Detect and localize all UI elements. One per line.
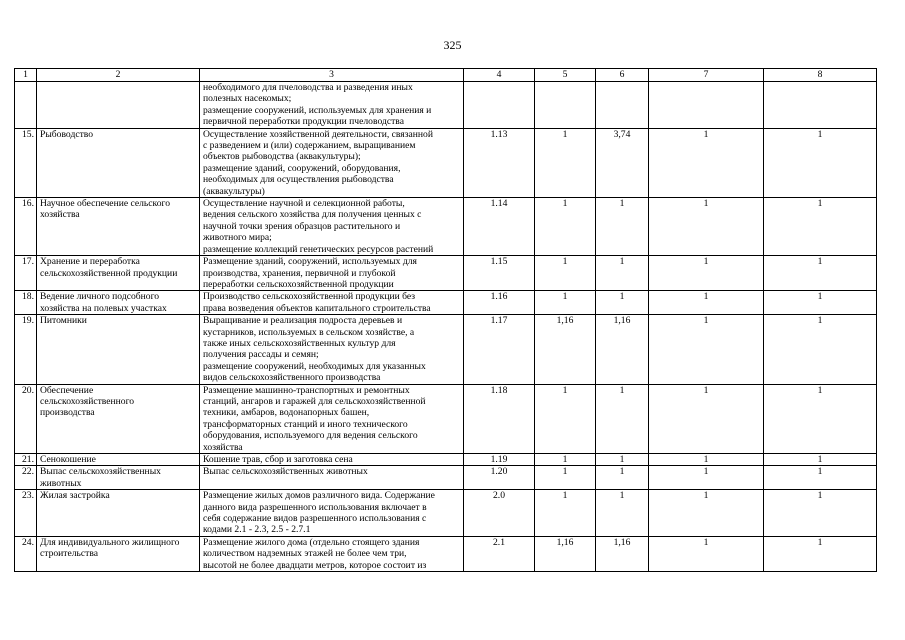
land-use-code: 1.17 bbox=[464, 315, 535, 384]
column-8-value: 1 bbox=[764, 384, 877, 453]
column-5-value: 1,16 bbox=[535, 536, 596, 571]
column-7-value: 1 bbox=[649, 536, 764, 571]
column-header-1: 1 bbox=[15, 69, 37, 82]
column-7-value: 1 bbox=[649, 315, 764, 384]
column-header-3: 3 bbox=[200, 69, 464, 82]
land-use-description bbox=[200, 384, 464, 453]
land-use-description bbox=[200, 466, 464, 490]
land-use-name-line: хозяйства на полевых участках bbox=[40, 302, 167, 314]
land-use-name-line: Научное обеспечение сельского bbox=[40, 198, 171, 210]
column-7-value: 1 bbox=[649, 256, 764, 291]
land-use-description-line: производства, хранения, первичной и глубокой bbox=[203, 267, 396, 279]
land-use-table bbox=[14, 68, 877, 572]
row-number: 15. bbox=[15, 128, 37, 197]
land-use-description bbox=[200, 256, 464, 291]
land-use-code: 1.18 bbox=[464, 384, 535, 453]
column-5-value: 1 bbox=[535, 466, 596, 490]
column-6-value: 1 bbox=[596, 198, 649, 256]
column-8-value: 1 bbox=[764, 315, 877, 384]
column-6-value: 3,74 bbox=[596, 128, 649, 197]
column-number-row bbox=[15, 69, 877, 82]
column-header-2: 2 bbox=[37, 69, 200, 82]
column-header-4: 4 bbox=[464, 69, 535, 82]
land-use-description-line: размещение сооружений, необходимых для указанных bbox=[203, 360, 426, 372]
land-use-description-line: ведения сельского хозяйства для получения ценных с bbox=[203, 209, 422, 221]
land-use-description-line: оборудования, используемого для ведения сельского bbox=[203, 430, 418, 442]
table-row bbox=[15, 454, 877, 466]
column-6-value: 1 bbox=[596, 256, 649, 291]
land-use-description-line: Размещение жилого дома (отдельно стоящего здания bbox=[203, 536, 420, 548]
land-use-description-line: с разведением и (или) содержанием, выращиванием bbox=[203, 140, 416, 152]
column-8-value: 1 bbox=[764, 128, 877, 197]
land-use-description bbox=[200, 198, 464, 256]
land-use-description-line: кустарников, используемых в сельском хозяйстве, а bbox=[203, 326, 415, 338]
land-use-description-line: Кошение трав, сбор и заготовка сена bbox=[203, 454, 353, 465]
land-use-name-line: Жилая застройка bbox=[40, 490, 110, 502]
land-use-name-line: Для индивидуального жилищного bbox=[40, 536, 180, 548]
land-use-name bbox=[37, 291, 200, 315]
column-7-value: 1 bbox=[649, 490, 764, 537]
land-use-description-line: научной точки зрения образцов растительного и bbox=[203, 220, 401, 232]
land-use-description-line: животного мира; bbox=[203, 232, 272, 244]
land-use-description-line: себя содержание видов разрешенного использования с bbox=[203, 513, 427, 525]
land-use-name bbox=[37, 315, 200, 384]
land-use-name bbox=[37, 536, 200, 571]
land-use-description-line: необходимого для пчеловодства и разведения иных bbox=[203, 82, 413, 93]
land-use-description-line: видов сельскохозяйственного производства bbox=[203, 372, 381, 384]
land-use-description bbox=[200, 536, 464, 571]
column-6-value: 1 bbox=[596, 291, 649, 315]
land-use-name-line: Рыбоводство bbox=[40, 128, 94, 140]
land-use-name bbox=[37, 128, 200, 197]
row-number: 20. bbox=[15, 384, 37, 453]
land-use-description-line: Выпас сельскохозяйственных животных bbox=[203, 466, 368, 478]
column-8-value: 1 bbox=[764, 198, 877, 256]
land-use-code: 1.14 bbox=[464, 198, 535, 256]
land-use-description-line: размещение зданий, сооружений, оборудования, bbox=[203, 162, 401, 174]
column-5-value: 1 bbox=[535, 454, 596, 466]
land-use-description-line: станций, ангаров и гаражей для сельскохозяйственной bbox=[203, 395, 426, 407]
land-use-description-line: также иных сельскохозяйственных культур для bbox=[203, 337, 396, 349]
column-8-value: 1 bbox=[764, 256, 877, 291]
land-use-description-line: Производство сельскохозяйственной продукции без bbox=[203, 291, 416, 303]
row-number: 21. bbox=[15, 454, 37, 466]
land-use-description-line: Осуществление научной и селекционной работы, bbox=[203, 198, 405, 210]
row-number: 24. bbox=[15, 536, 37, 571]
land-use-description-line: полезных насекомых; bbox=[203, 93, 292, 105]
column-6-value: 1,16 bbox=[596, 315, 649, 384]
column-7-value: 1 bbox=[649, 128, 764, 197]
land-use-description-line: необходимых для осуществления рыбоводства bbox=[203, 174, 394, 186]
row-number: 23. bbox=[15, 490, 37, 537]
land-use-name-line: сельскохозяйственного bbox=[40, 395, 135, 407]
column-8-value: 1 bbox=[764, 466, 877, 490]
table-row bbox=[15, 490, 877, 537]
land-use-description-line: данного вида разрешенного использования включает в bbox=[203, 501, 427, 513]
column-7-value: 1 bbox=[649, 454, 764, 466]
table-row bbox=[15, 536, 877, 571]
column-5-value: 1,16 bbox=[535, 315, 596, 384]
land-use-name-line: Ведение личного подсобного bbox=[40, 291, 160, 303]
column-7-value: 1 bbox=[649, 291, 764, 315]
land-use-description-line: (аквакультуры) bbox=[203, 185, 265, 197]
land-use-code bbox=[464, 82, 535, 129]
column-header-7: 7 bbox=[649, 69, 764, 82]
land-use-description bbox=[200, 454, 464, 466]
column-5-value: 1 bbox=[535, 291, 596, 315]
land-use-description-line: Выращивание и реализация подроста деревьев и bbox=[203, 315, 403, 327]
land-use-description-line: первичной переработки продукции пчеловодства bbox=[203, 116, 404, 128]
land-use-name-line: Выпас сельскохозяйственных bbox=[40, 466, 161, 478]
row-number: 17. bbox=[15, 256, 37, 291]
land-use-name-line: Сенокошение bbox=[40, 454, 96, 465]
table-row bbox=[15, 198, 877, 256]
land-use-code: 1.20 bbox=[464, 466, 535, 490]
column-5-value: 1 bbox=[535, 384, 596, 453]
land-use-description-line: трансформаторных станций и иного технического bbox=[203, 418, 408, 430]
land-use-description-line: кодами 2.1 - 2.3, 2.5 - 2.7.1 bbox=[203, 524, 311, 536]
column-7-value: 1 bbox=[649, 384, 764, 453]
row-number: 19. bbox=[15, 315, 37, 384]
table-row bbox=[15, 315, 877, 384]
land-use-name bbox=[37, 466, 200, 490]
land-use-name-line: Питомники bbox=[40, 315, 87, 327]
column-header-5: 5 bbox=[535, 69, 596, 82]
land-use-name-line: строительства bbox=[40, 548, 99, 560]
land-use-description bbox=[200, 315, 464, 384]
column-6-value: 1 bbox=[596, 466, 649, 490]
land-use-code: 1.13 bbox=[464, 128, 535, 197]
land-use-code: 1.15 bbox=[464, 256, 535, 291]
land-use-description-line: переработки сельскохозяйственной продукции bbox=[203, 278, 394, 290]
land-use-description-line: размещение коллекций генетических ресурсов растений bbox=[203, 243, 434, 255]
column-7-value: 1 bbox=[649, 198, 764, 256]
column-6-value: 1 bbox=[596, 490, 649, 537]
column-header-6: 6 bbox=[596, 69, 649, 82]
column-8-value: 1 bbox=[764, 454, 877, 466]
table-row bbox=[15, 291, 877, 315]
column-5-value: 1 bbox=[535, 256, 596, 291]
column-5-value: 1 bbox=[535, 490, 596, 537]
land-use-description-line: права возведения объектов капитального строительства bbox=[203, 302, 431, 314]
table-row bbox=[15, 256, 877, 291]
column-8-value bbox=[764, 82, 877, 129]
land-use-name-line: производства bbox=[40, 407, 95, 419]
table-row bbox=[15, 466, 877, 490]
land-use-description-line: Размещение жилых домов различного вида. Содержание bbox=[203, 490, 435, 502]
land-use-description-line: количеством надземных этажей не более чем три, bbox=[203, 548, 407, 560]
column-8-value: 1 bbox=[764, 291, 877, 315]
land-use-description-line: Размещение зданий, сооружений, используемых для bbox=[203, 256, 417, 268]
table-body bbox=[15, 69, 877, 572]
column-header-8: 8 bbox=[764, 69, 877, 82]
land-use-description-line: размещение сооружений, используемых для хранения и bbox=[203, 104, 432, 116]
land-use-description-line: высотой не более двадцати метров, которое состоит из bbox=[203, 559, 427, 571]
column-7-value: 1 bbox=[649, 466, 764, 490]
row-number: 22. bbox=[15, 466, 37, 490]
land-use-code: 2.1 bbox=[464, 536, 535, 571]
land-use-name bbox=[37, 256, 200, 291]
land-use-name bbox=[37, 490, 200, 537]
row-number: 16. bbox=[15, 198, 37, 256]
table-row bbox=[15, 384, 877, 453]
land-use-code: 1.19 bbox=[464, 454, 535, 466]
land-use-code: 2.0 bbox=[464, 490, 535, 537]
land-use-description bbox=[200, 291, 464, 315]
land-use-description-line: объектов рыбоводства (аквакультуры); bbox=[203, 151, 361, 163]
column-5-value: 1 bbox=[535, 128, 596, 197]
table-row bbox=[15, 82, 877, 129]
column-8-value: 1 bbox=[764, 490, 877, 537]
column-5-value: 1 bbox=[535, 198, 596, 256]
column-6-value: 1,16 bbox=[596, 536, 649, 571]
land-use-name bbox=[37, 198, 200, 256]
page-number: 325 bbox=[443, 38, 462, 52]
land-use-name bbox=[37, 82, 200, 129]
land-use-name-line: Обеспечение bbox=[40, 384, 94, 396]
land-use-name-line: Хранение и переработка bbox=[40, 256, 140, 268]
row-number: 18. bbox=[15, 291, 37, 315]
land-use-name-line: сельскохозяйственной продукции bbox=[40, 267, 178, 279]
land-use-description-line: Осуществление хозяйственной деятельности, связанной bbox=[203, 128, 433, 140]
column-6-value bbox=[596, 82, 649, 129]
table-row bbox=[15, 128, 877, 197]
land-use-description bbox=[200, 490, 464, 537]
column-7-value bbox=[649, 82, 764, 129]
land-use-code: 1.16 bbox=[464, 291, 535, 315]
column-6-value: 1 bbox=[596, 454, 649, 466]
column-5-value bbox=[535, 82, 596, 129]
land-use-description-line: Размещение машинно-транспортных и ремонтных bbox=[203, 384, 410, 396]
land-use-description bbox=[200, 128, 464, 197]
land-use-description-line: техники, амбаров, водонапорных башен, bbox=[203, 407, 370, 419]
land-use-description-line: получения рассады и семян; bbox=[203, 349, 319, 361]
row-number bbox=[15, 82, 37, 129]
land-use-name-line: животных bbox=[40, 477, 82, 489]
column-6-value: 1 bbox=[596, 384, 649, 453]
land-use-name bbox=[37, 454, 200, 466]
land-use-name-line: хозяйства bbox=[40, 209, 80, 221]
column-8-value: 1 bbox=[764, 536, 877, 571]
land-use-description bbox=[200, 82, 464, 129]
land-use-description-line: хозяйства bbox=[203, 441, 243, 453]
land-use-name bbox=[37, 384, 200, 453]
